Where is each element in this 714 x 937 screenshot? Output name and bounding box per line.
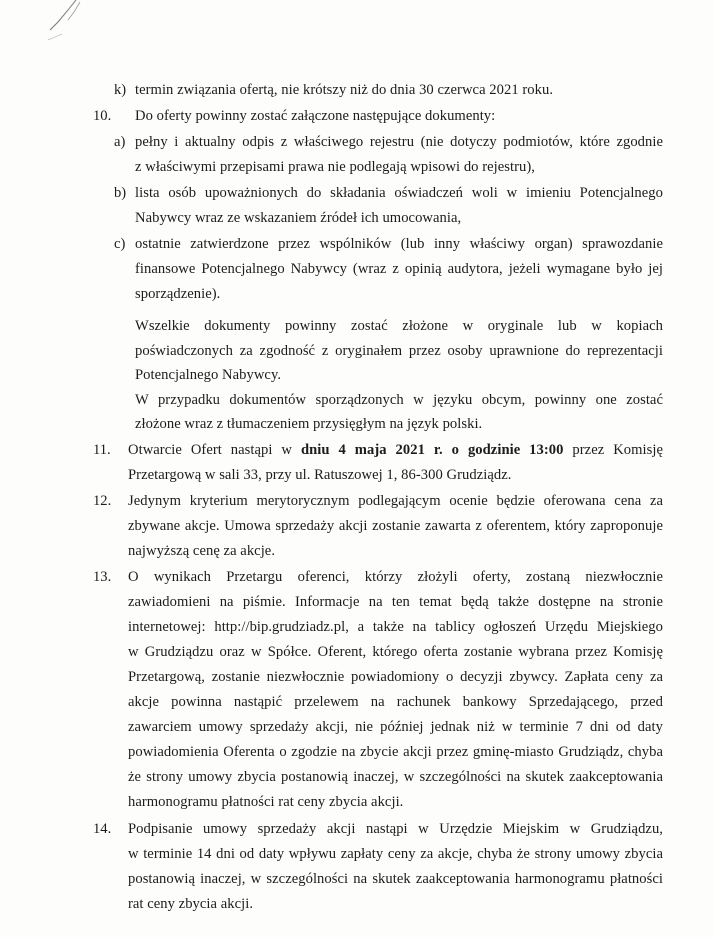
item-10-note2-line1: W przypadku dokumentów sporządzonych w języku obcym, powinny one zostać [135, 392, 663, 408]
item-11-date-time: dniu 4 maja 2021 r. o godzinie 13:00 [300, 442, 564, 458]
item-13-line5: Przetargową, zostanie niezwłocznie powiadomiony o decyzji zbywcy. Zapłata ceny za [128, 669, 663, 685]
item-10-note1-line3: Potencjalnego Nabywcy. [135, 367, 282, 383]
item-10c-marker: c) [114, 236, 126, 252]
item-13-line9: że strony umowy zbycia postanowią inaczej, w szczególności na skutek zaakceptowania [128, 769, 663, 785]
item-11-line2: Przetargową w sali 33, przy ul. Ratuszowej 1, 86-300 Grudziądz. [128, 467, 512, 483]
item-10-number: 10. [93, 108, 112, 124]
item-12-line2: zbywane akcje. Umowa sprzedaży akcji zostanie zawarta z oferentem, który zaproponuje [128, 518, 663, 534]
item-14-line1: Podpisanie umowy sprzedaży akcji nastąpi w Urzędzie Miejskim w Grudziądzu, [128, 821, 663, 837]
item-13-line8: powiadomienia Oferenta o zgodzie na zbycie akcji przez gminę-miasto Grudziądz, chyba [128, 744, 663, 760]
item-13-line4: w Grudziądzu oraz w Spółce. Oferent, którego oferta zostanie wybrana przez Komisję [128, 644, 663, 660]
item-10-note2-line2: złożone wraz z tłumaczeniem przysięgłym na język polski. [135, 416, 483, 432]
item-10c-line3: sporządzenie). [135, 286, 221, 302]
item-10b-line2: Nabywcy wraz ze wskazaniem źródeł ich umocowania, [135, 210, 462, 226]
item-14-line4: rat ceny zbycia akcji. [128, 896, 254, 912]
item-12-line1: Jedynym kryterium merytorycznym podlegającym ocenie będzie oferowana cena za [128, 493, 663, 509]
item-10a-marker: a) [114, 134, 126, 150]
item-10-note1-line1: Wszelkie dokumenty powinny zostać złożone w oryginale lub w kopiach [135, 318, 663, 334]
item-12-line3: najwyższą cenę za akcje. [128, 543, 276, 559]
item-13-line7: zawarciem umowy sprzedaży akcji, nie później jednak niż w terminie 7 dni od daty [128, 719, 663, 735]
item-11-line1: Otwarcie Ofert nastąpi w dniu 4 maja 2021 r. o godzinie 13:00 przez Komisję [128, 442, 663, 458]
item-13-line2: zawiadomieni na piśmie. Informacje na ten temat będą także dostępne na stronie [128, 594, 663, 610]
item-14-line2: w terminie 14 dni od daty wpływu zapłaty ceny za akcje, chyba że strony umowy zbycia [128, 846, 663, 862]
item-13-number: 13. [93, 569, 112, 585]
item-11-number: 11. [93, 442, 111, 458]
item-10-note1-line2: poświadczonych za zgodność z oryginałem przez osoby uprawnione do reprezentacji [135, 343, 663, 359]
item-13-line10: harmonogramu płatności rat ceny zbycia akcji. [128, 794, 404, 810]
item-10c-line1: ostatnie zatwierdzone przez wspólników (lub inny właściwy organ) sprawozdanie [135, 236, 663, 252]
item-10b-line1: lista osób upoważnionych do składania oświadczeń woli w imieniu Potencjalnego [135, 185, 663, 201]
item-14-line3: postanowią inaczej, w szczególności na skutek zaakceptowania harmonogramu płatności [128, 871, 663, 887]
item-10c-line2: finansowe Potencjalnego Nabywcy (wraz z opinią audytora, jeżeli wymagane było jej [135, 261, 663, 277]
item-10-text: Do oferty powinny zostać załączone następujące dokumenty: [135, 108, 496, 124]
item-10b-marker: b) [114, 185, 127, 201]
item-13-line1: O wynikach Przetargu oferenci, którzy złożyli oferty, zostaną niezwłocznie [128, 569, 663, 585]
item-14-number: 14. [93, 821, 112, 837]
item-13-line6: akcje powinna nastąpić przelewem na rachunek bankowy Sprzedającego, przed [128, 694, 663, 710]
item-k-marker: k) [114, 82, 127, 98]
scan-artifact-stroke [28, 0, 98, 60]
item-13-line3: internetowej: http://bip.grudziadz.pl, a także na tablicy ogłoszeń Urzędu Miejskiego [128, 619, 663, 635]
item-12-number: 12. [93, 493, 112, 509]
item-10a-line1: pełny i aktualny odpis z właściwego rejestru (nie dotyczy podmiotów, które zgodnie [135, 134, 663, 150]
item-10a-line2: z właściwymi przepisami prawa nie podlegają wpisowi do rejestru), [135, 159, 535, 175]
item-k-text: termin związania ofertą, nie krótszy niż do dnia 30 czerwca 2021 roku. [135, 82, 554, 98]
